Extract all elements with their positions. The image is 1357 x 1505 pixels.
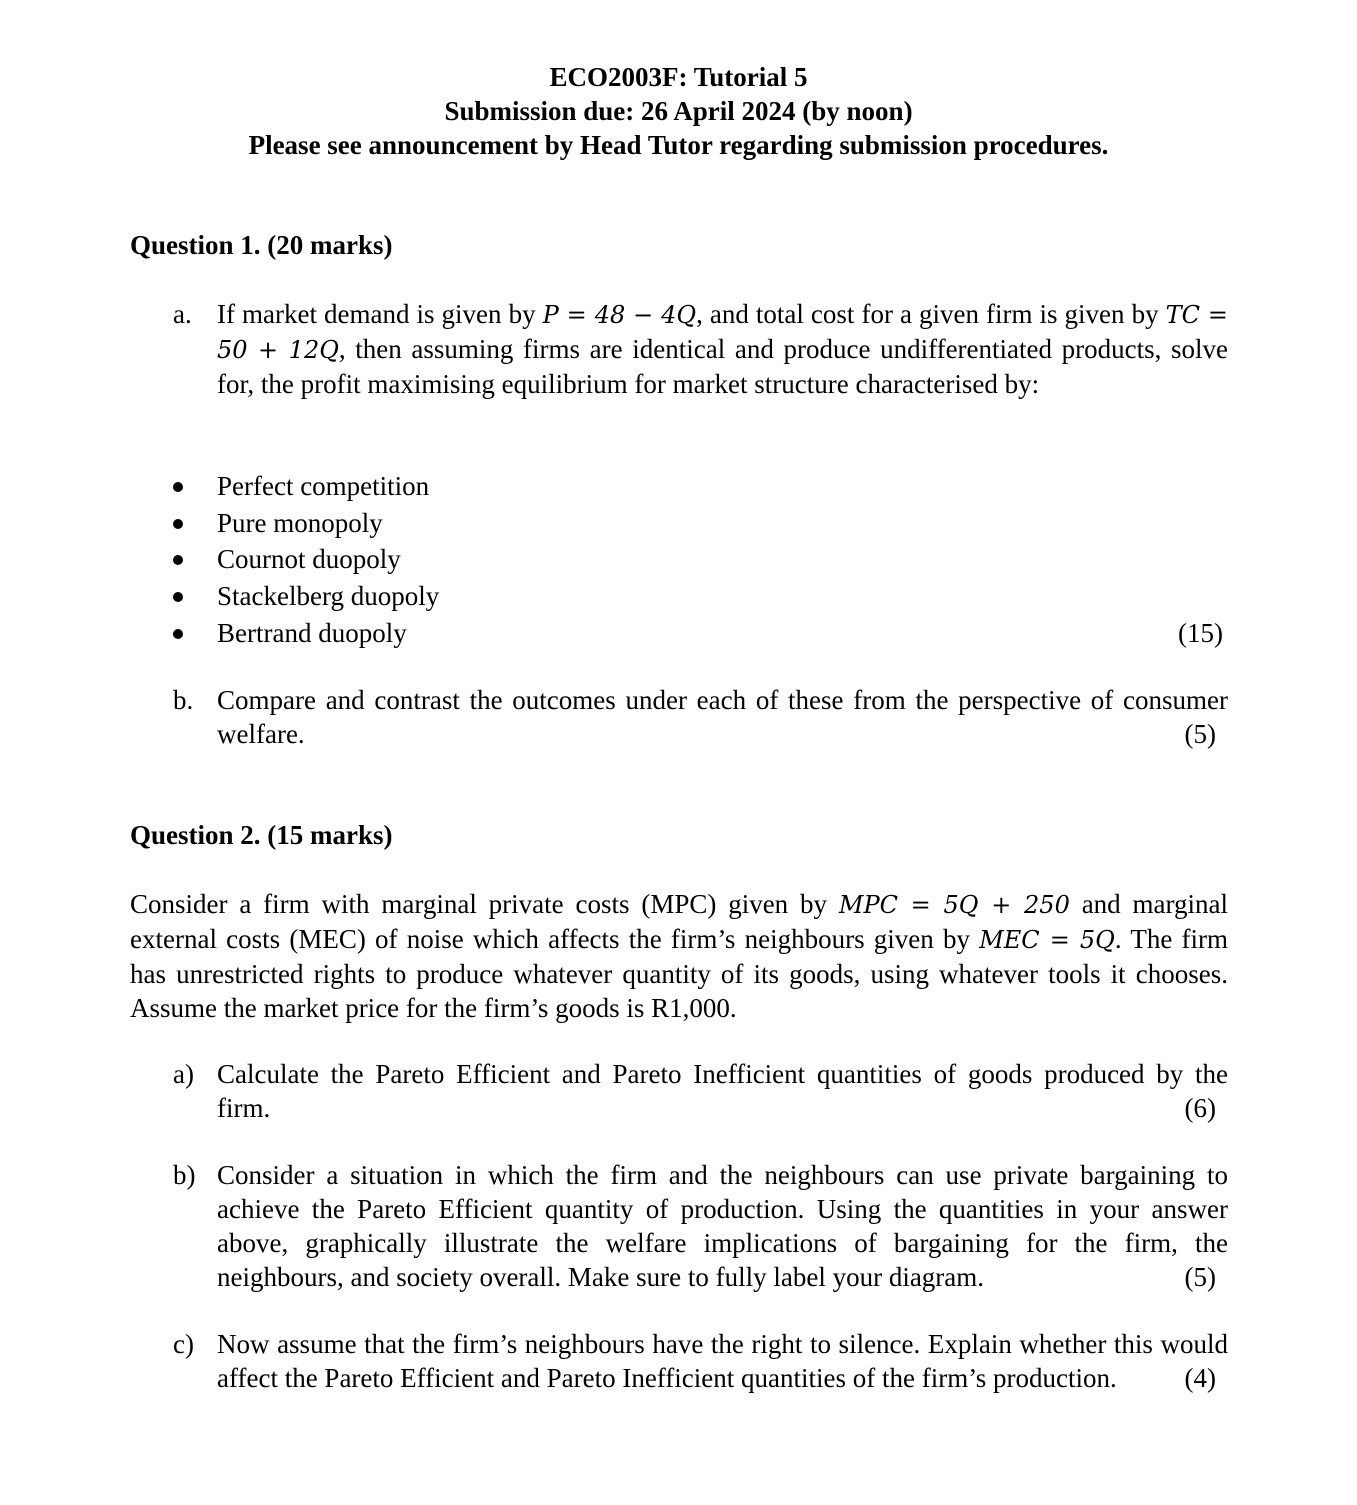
- question-1a-marker: a.: [173, 299, 192, 329]
- question-2c-marks: (4): [1184, 1363, 1216, 1393]
- question-2c-marker: c): [173, 1329, 194, 1359]
- document-header: [0, 60, 1357, 162]
- question-2b-text: Consider a situation in which the firm and the neighbours can use private bargaining to achieve the Pareto Efficient quantity of production. Using the quantities in your answer above, graphically illustrate the welfare implications of bargaining for the firm, the neighbours, and society overall. Make sure to fully label your diagram. (5): [217, 1160, 1228, 1292]
- question-2a-text: Calculate the Pareto Efficient and Pareto Inefficient quantities of goods produced by the firm. (6): [217, 1059, 1228, 1123]
- list-item: Stackelberg duopoly: [173, 579, 1223, 616]
- bullet-icon: [173, 482, 183, 492]
- question-2b: [173, 1158, 1228, 1294]
- question-2-intro: Consider a firm with marginal private costs (MPC) given by MPC = 5Q + 250 and marginal external costs (MEC) of noise which affects the firm’s neighbours given by MEC = 5Q. The firm has unrestricted rights to produce whatever quantity of its goods, using whatever tools it chooses. Assume the market price for the firm’s goods is R1,000.: [130, 889, 1228, 1023]
- question-1-heading: Question 1. (20 marks): [130, 230, 393, 260]
- question-1b-marks: (5): [1184, 719, 1216, 749]
- question-1b: [173, 683, 1228, 751]
- market-structure-list: [173, 469, 1223, 652]
- question-2a: [173, 1057, 1228, 1125]
- question-2c-text: Now assume that the firm’s neighbours have the right to silence. Explain whether this would affect the Pareto Efficient and Pareto Inefficient quantities of the firm’s production. (4): [217, 1329, 1228, 1393]
- submission-note: Please see announcement by Head Tutor regarding submission procedures.: [248, 130, 1109, 160]
- mec-equation: MEC = 5Q: [979, 926, 1115, 954]
- question-1b-text: Compare and contrast the outcomes under each of these from the perspective of consumer welfare. (5): [217, 685, 1228, 749]
- bullet-icon: [173, 519, 183, 529]
- mpc-equation: MPC = 5Q + 250: [838, 891, 1070, 919]
- list-item: Cournot duopoly: [173, 542, 1223, 579]
- cost-equation: TC = 50 + 12Q: [217, 301, 1228, 364]
- question-1b-marker: b.: [173, 685, 194, 715]
- question-2-heading: Question 2. (15 marks): [130, 820, 393, 850]
- bullet-icon: [173, 629, 183, 639]
- question-1a: [173, 297, 1228, 401]
- demand-equation: P = 48 − 4Q: [542, 301, 697, 329]
- question-2a-marker: a): [173, 1059, 194, 1089]
- question-2a-marks: (6): [1184, 1093, 1216, 1123]
- question-2b-marker: b): [173, 1160, 196, 1190]
- question-1a-text: If market demand is given by P = 48 − 4Q, and total cost for a given firm is given by TC = 50 + 12Q, then assuming firms are identical and produce undifferentiated products, solve for, the profit maximising equilibrium for market structure characterised by:: [217, 299, 1229, 399]
- bullet-icon: [173, 592, 183, 602]
- list-item: Perfect competition: [173, 469, 1223, 506]
- list-item: Bertrand duopoly (15): [173, 616, 1223, 653]
- bullet-icon: [173, 555, 183, 565]
- list-item: Pure monopoly: [173, 506, 1223, 543]
- submission-due: Submission due: 26 April 2024 (by noon): [444, 96, 913, 126]
- course-title: ECO2003F: Tutorial 5: [549, 62, 808, 92]
- question-1a-marks: (15): [1178, 617, 1223, 648]
- question-2c: [173, 1327, 1228, 1395]
- question-2b-marks: (5): [1184, 1262, 1216, 1292]
